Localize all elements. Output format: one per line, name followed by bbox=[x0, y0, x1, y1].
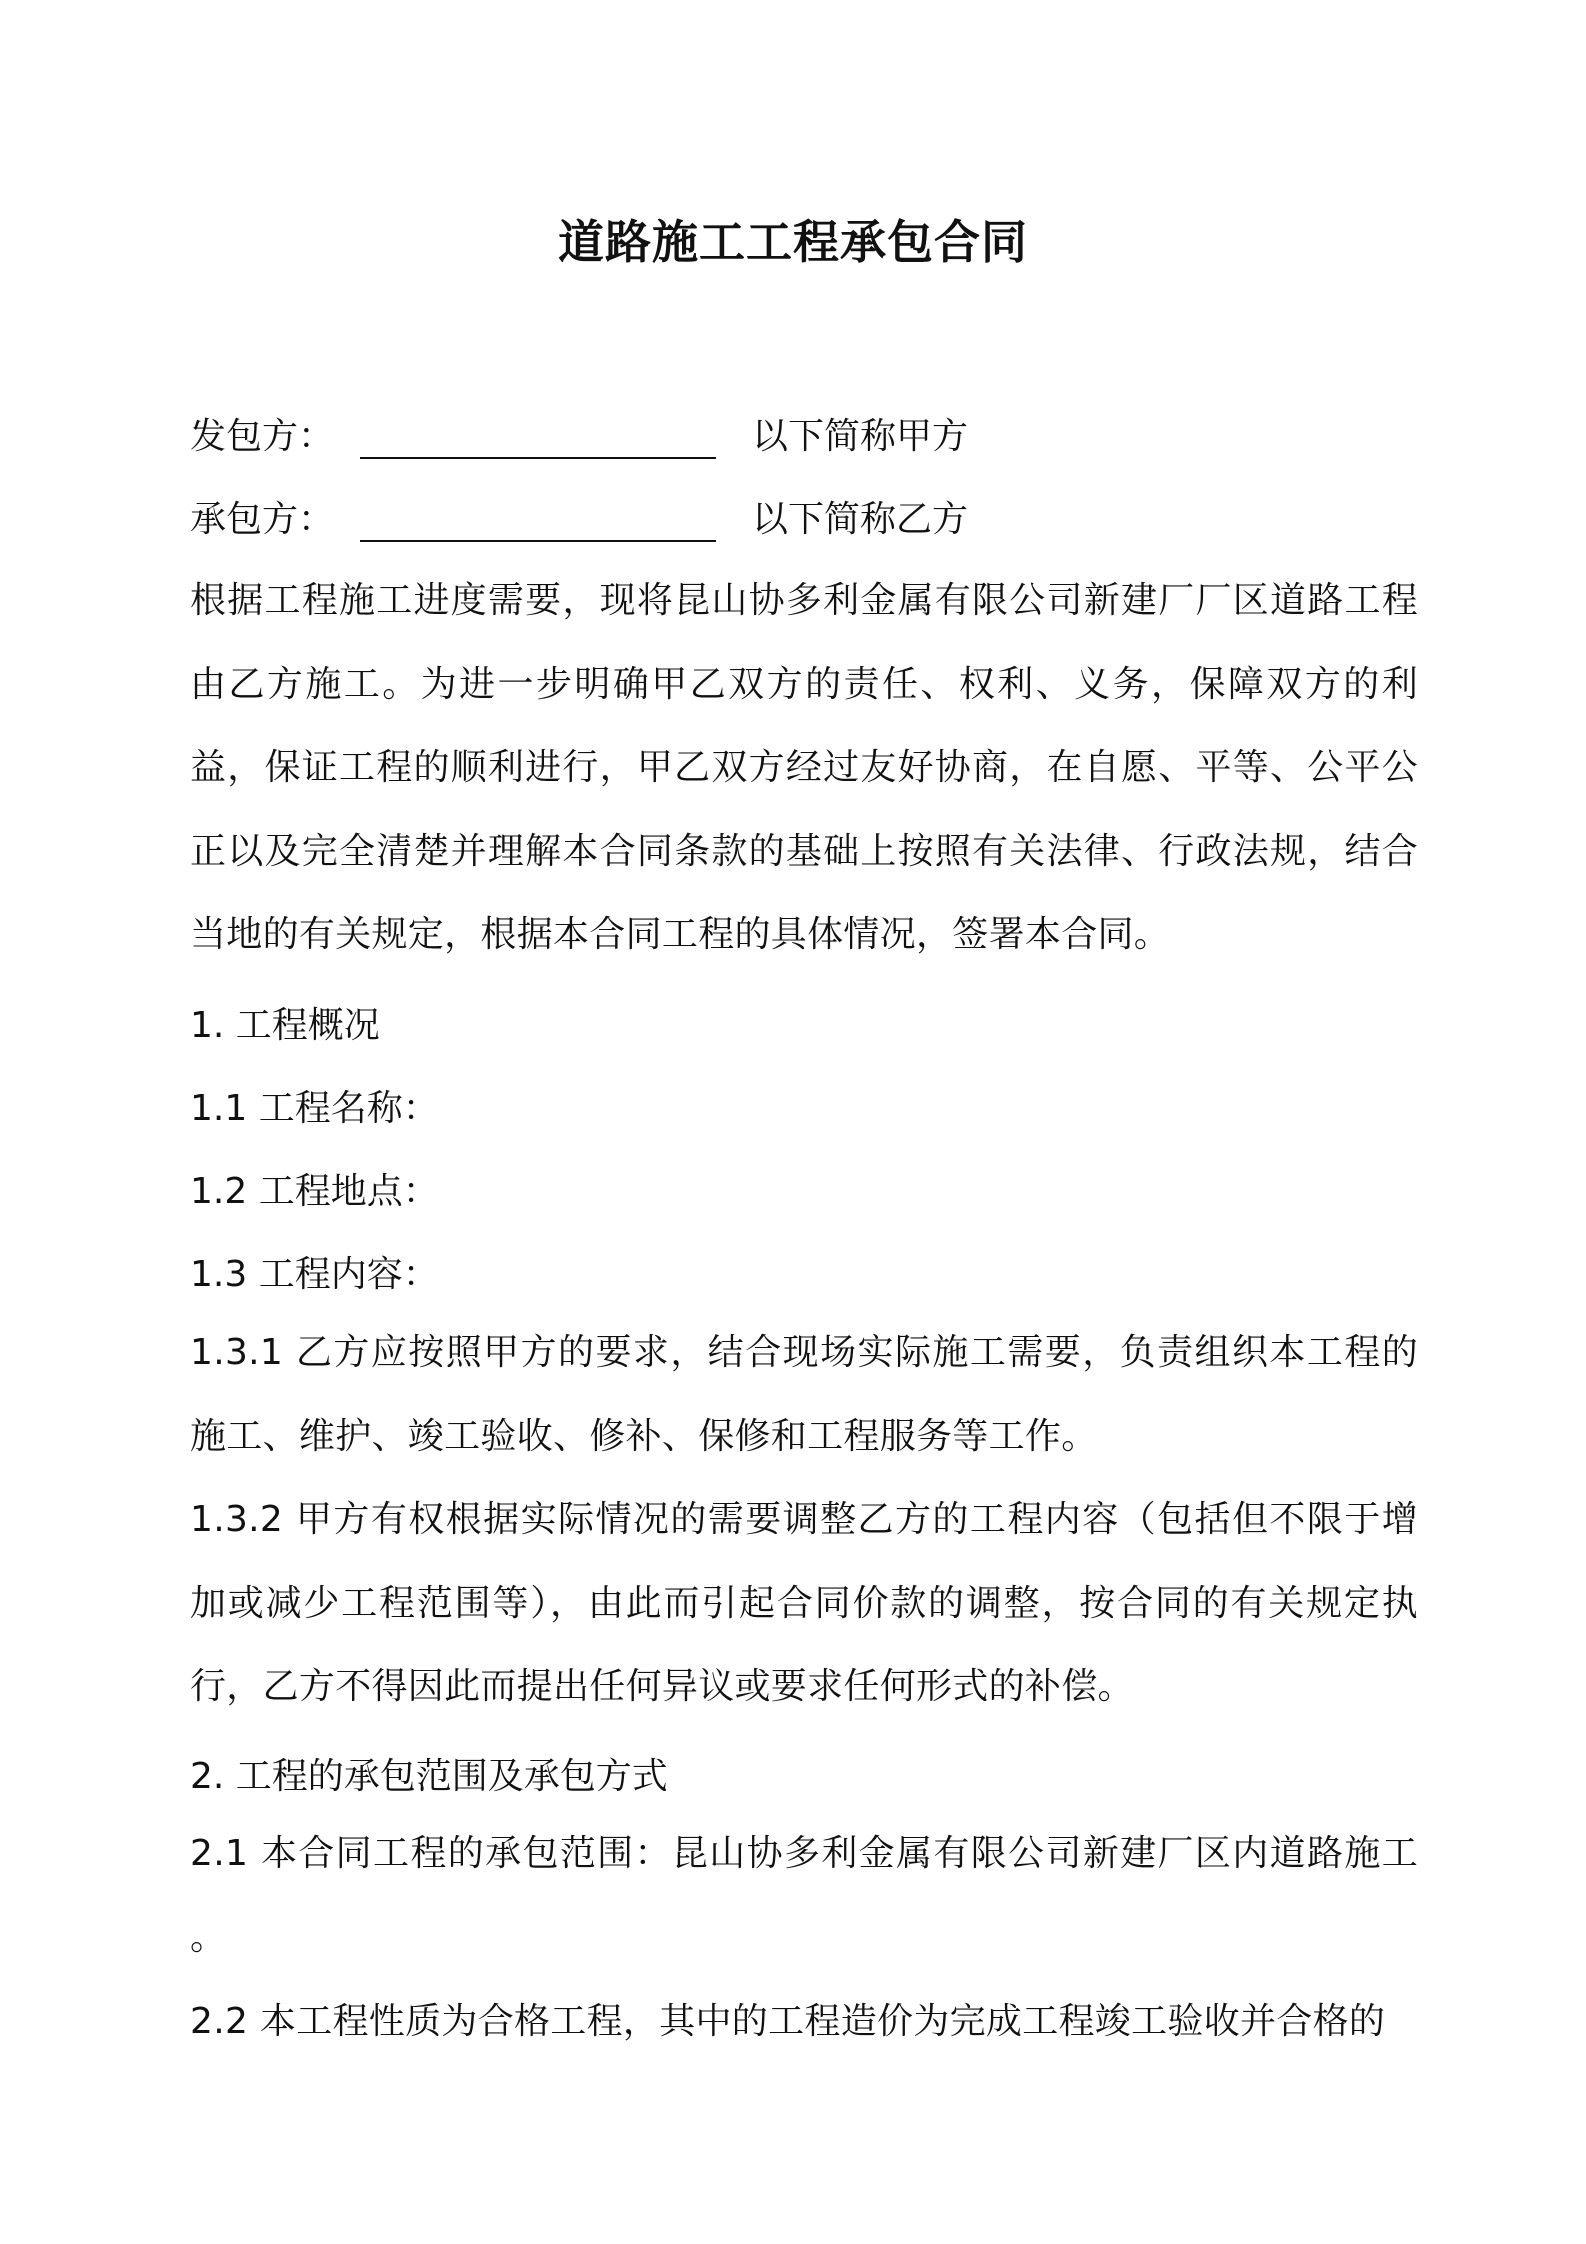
preamble-paragraph: 根据工程施工进度需要，现将昆山协多利金属有限公司新建厂厂区道路工程由乙方施工。为进一步明确甲乙双方的责任、权利、义务，保障双方的利益，保证工程的顺利进行，甲乙双方经过友好协商，在自愿、平等、公平公正以及完全清楚并理解本合同条款的基础上按照有关法律、行政法规，结合当地的有关规定，根据本合同工程的具体情况，签署本合同。 bbox=[190, 580, 1418, 955]
party-label: 发包方： bbox=[190, 416, 335, 457]
clause-1-3-1: 1.3.1 乙方应按照甲方的要求，结合现场实际施工需要，负责组织本工程的施工、维护、竣工验收、修补、保修和工程服务等工作。 bbox=[190, 1332, 1418, 1457]
clause-project-content: 1.3 工程内容： bbox=[190, 1254, 439, 1295]
contractor-receiver-row bbox=[190, 490, 1410, 550]
clause-project-name: 1.1 工程名称： bbox=[190, 1088, 439, 1129]
party-abbreviation: 以下简称甲方 bbox=[752, 416, 969, 457]
clause-2-2: 2.2 本工程性质为合格工程，其中的工程造价为完成工程竣工验收并合格的 bbox=[190, 2001, 1386, 2042]
party-name-blank bbox=[360, 540, 716, 542]
party-name-blank bbox=[360, 457, 716, 459]
document-title: 道路施工工程承包合同 bbox=[558, 215, 1028, 269]
party-abbreviation: 以下简称乙方 bbox=[752, 499, 969, 540]
section-heading: 2. 工程的承包范围及承包方式 bbox=[190, 1756, 668, 1797]
clause-1-3-2: 1.3.2 甲方有权根据实际情况的需要调整乙方的工程内容（包括但不限于增加或减少工程范围等），由此而引起合同价款的调整，按合同的有关规定执行，乙方不得因此而提出任何异议或要求任何形式的补偿。 bbox=[190, 1499, 1418, 1707]
contractor-issuer-row bbox=[190, 407, 1410, 467]
section-heading: 1. 工程概况 bbox=[190, 1005, 380, 1046]
party-label: 承包方： bbox=[190, 499, 335, 540]
clause-2-1: 2.1 本合同工程的承包范围：昆山协多利金属有限公司新建厂区内道路施工 。 bbox=[190, 1833, 1418, 1958]
clause-project-location: 1.2 工程地点： bbox=[190, 1171, 439, 1212]
